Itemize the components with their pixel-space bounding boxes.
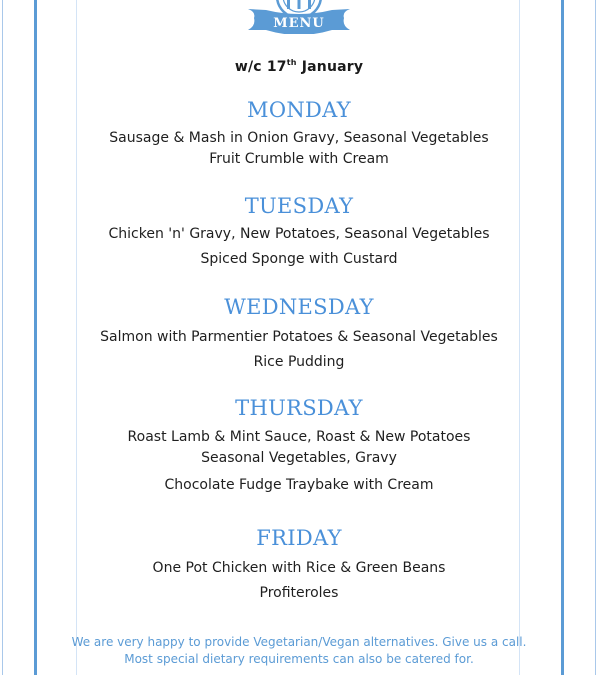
thursday-dessert: Chocolate Fudge Traybake with Cream: [164, 477, 434, 493]
monday-main-course: Sausage & Mash in Onion Gravy, Seasonal Vegetables: [109, 130, 489, 146]
logo-text: MENU: [273, 16, 325, 31]
monday-dessert: Fruit Crumble with Cream: [209, 151, 389, 167]
friday-dessert: Profiteroles: [259, 585, 339, 601]
wednesday-main-course: Salmon with Parmentier Potatoes & Seasonal Vegetables: [100, 329, 498, 345]
day-heading-tuesday: TUESDAY: [244, 194, 354, 218]
day-heading-friday: FRIDAY: [256, 526, 342, 550]
thursday-main-course-sides: Seasonal Vegetables, Gravy: [201, 450, 397, 466]
day-heading-wednesday: WEDNESDAY: [224, 295, 374, 319]
dietary-note-line1: We are very happy to provide Vegetarian/Vegan alternatives. Give us a call.: [71, 635, 527, 649]
thursday-main-course: Roast Lamb & Mint Sauce, Roast & New Potatoes: [127, 429, 471, 445]
week-commencing: w/c 17th January: [234, 58, 364, 75]
tuesday-main-course: Chicken 'n' Gravy, New Potatoes, Seasonal Vegetables: [108, 226, 490, 242]
day-heading-thursday: THURSDAY: [235, 396, 363, 420]
cutlery-plate-icon: [246, 0, 352, 34]
day-heading-monday: MONDAY: [247, 98, 351, 122]
dietary-note-line2: Most special dietary requirements can also be catered for.: [124, 652, 474, 666]
friday-main-course: One Pot Chicken with Rice & Green Beans: [152, 560, 446, 576]
tuesday-dessert: Spiced Sponge with Custard: [200, 251, 398, 267]
wednesday-dessert: Rice Pudding: [253, 354, 345, 370]
